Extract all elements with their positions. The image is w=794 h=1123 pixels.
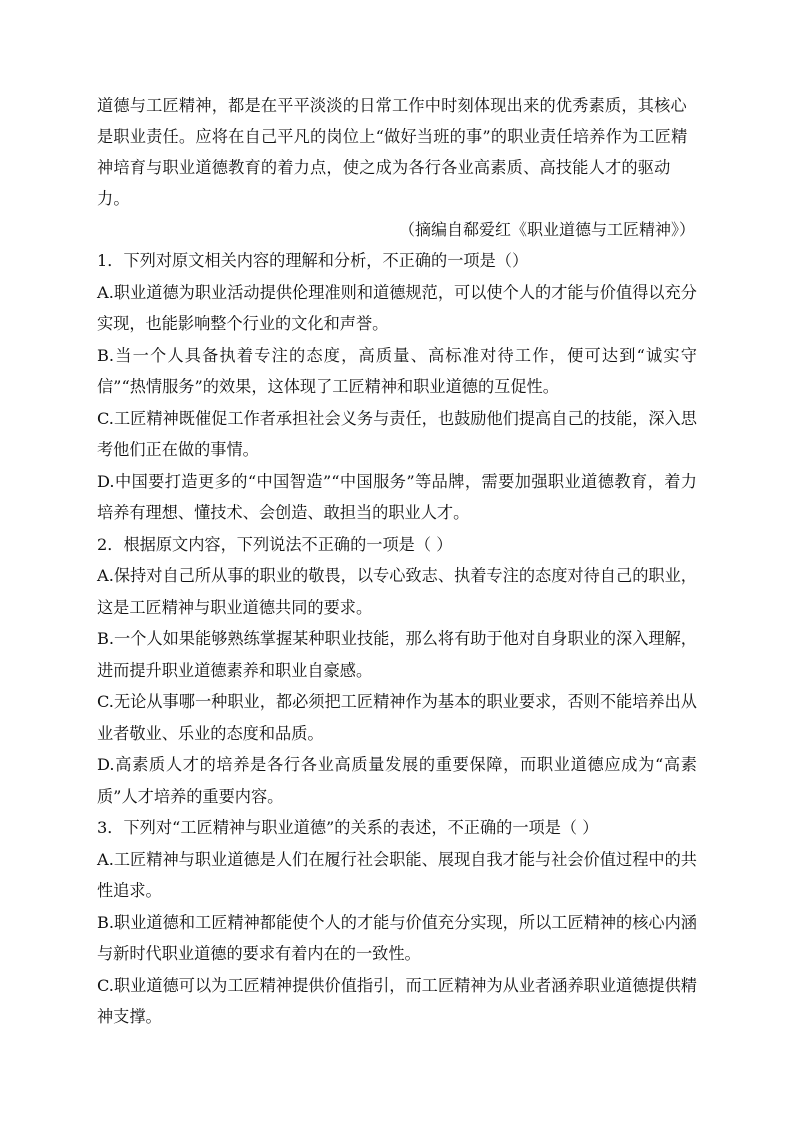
option-b: B.职业道德和工匠精神都能使个人的才能与价值充分实现，所以工匠精神的核心内涵与新时代职业道德的要求有着内在的一致性。 (97, 912, 697, 963)
question-stem: 2．根据原文内容，下列说法不正确的一项是（ ） (97, 534, 453, 554)
option-a: A.职业道德为职业活动提供伦理准则和道德规范，可以使个人的才能与价值得以充分实现，也能影响整个行业的文化和声誉。 (97, 282, 697, 333)
option-a: A.工匠精神与职业道德是人们在履行社会职能、展现自我才能与社会价值过程中的共性追求。 (97, 849, 697, 900)
option-a: A.保持对自己所从事的职业的敬畏，以专心致志、执着专注的态度对待自己的职业，这是工匠精神与职业道德共同的要求。 (97, 566, 697, 617)
option-d: D.高素质人才的培养是各行各业高质量发展的重要保障，而职业道德应成为“高素质”人才培养的重要内容。 (97, 755, 697, 806)
passage-excerpt (97, 90, 697, 245)
question-stem: 1．下列对原文相关内容的理解和分析，不正确的一项是（） (97, 251, 529, 270)
question-3 (97, 812, 697, 1033)
passage-paragraph: 道德与工匠精神，都是在平平淡淡的日常工作中时刻体现出来的优秀素质，其核心是职业责任。应将在自己平凡的岗位上“做好当班的事”的职业责任培养作为工匠精神培育与职业道德教育的着力点，使之成为各行各业高素质、高技能人才的驱动力。 (97, 96, 688, 208)
option-c: C.职业道德可以为工匠精神提供价值指引，而工匠精神为从业者涵养职业道德提供精神支撑。 (97, 975, 697, 1026)
question-stem: 3．下列对“工匠精神与职业道德”的关系的表述，不正确的一项是（ ） (97, 818, 599, 837)
option-b: B.当一个人具备执着专注的态度，高质量、高标准对待工作，便可达到“诚实守信”“热情服务”的效果，这体现了工匠精神和职业道德的互促性。 (97, 345, 697, 396)
option-d: D.中国要打造更多的“中国智造”“中国服务”等品牌，需要加强职业道德教育，着力培养有理想、懂技术、会创造、敢担当的职业人才。 (97, 471, 697, 522)
option-b: B.一个人如果能够熟练掌握某种职业技能，那么将有助于他对自身职业的深入理解，进而提升职业道德素养和职业自豪感。 (97, 629, 697, 680)
passage-source: （摘编自郗爱红《职业道德与工匠精神》） (398, 220, 695, 239)
option-c: C.无论从事哪一种职业，都必须把工匠精神作为基本的职业要求，否则不能培养出从业者敬业、乐业的态度和品质。 (97, 692, 697, 743)
question-1 (97, 245, 697, 529)
question-2 (97, 529, 697, 813)
option-c: C.工匠精神既催促工作者承担社会义务与责任，也鼓励他们提高自己的技能，深入思考他们正在做的事情。 (97, 408, 697, 459)
document-content (97, 90, 697, 1033)
